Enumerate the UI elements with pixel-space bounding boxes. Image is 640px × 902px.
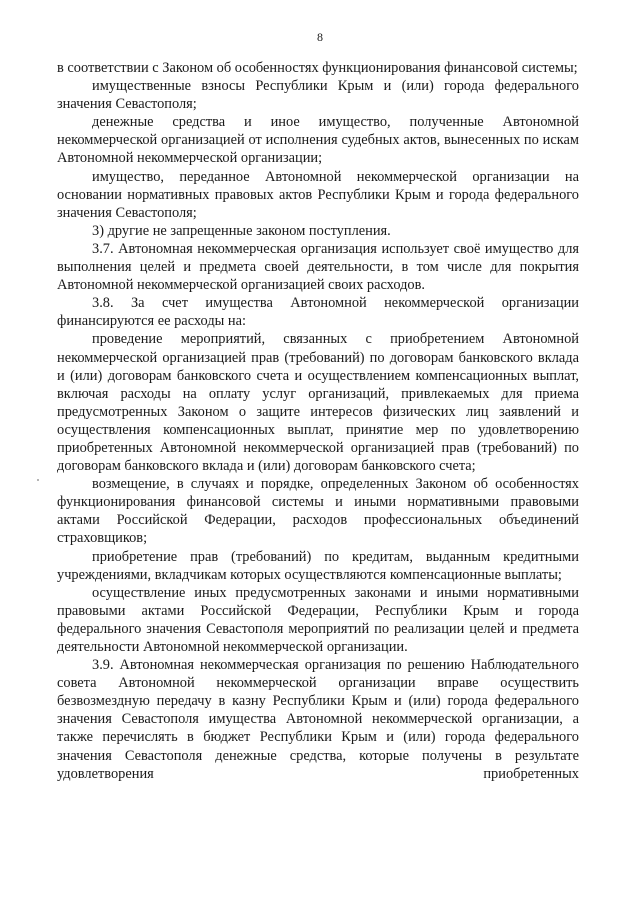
paragraph-other-activities: осуществление иных предусмотренных законами и иными нормативными правовыми актами Российской Федерации, Республики Крым и города федерального значения Севастополя мероприятий по реализации целей и предмета деятельности Автономной некоммерческой организации. — [57, 584, 579, 655]
paragraph-reimbursement: возмещение, в случаях и порядке, определенных Законом об особенностях функционирования финансовой системы и иными нормативными правовыми актами Российской Федерации, расходов профессиональных объединений страховщиков; — [57, 476, 579, 547]
clause-3-8: 3.8. За счет имущества Автономной некоммерческой организации финансируются ее расходы на: — [57, 295, 579, 330]
paragraph-events-expenses: проведение мероприятий, связанных с приобретением Автономной некоммерческой организацией прав (требований) по договорам банковского вклада и (или) договорам банковского счета и осуществлением компенсационных выплат, включая расходы на оплату услуг организаций, привлекаемых для приема предусмотренных Законом о защите интересов физических лиц заявлений и осуществления компенсационных выплат, принятие мер по удовлетворению приобретенных Автономной некоммерческой организацией прав (требований) по договорам банковского вклада и (или) договорам банковского счета; — [57, 331, 579, 475]
document-body — [57, 59, 579, 783]
paragraph-court-funds: денежные средства и иное имущество, полученные Автономной некоммерческой организацией от исполнения судебных актов, вынесенных по искам Автономной некоммерческой организации; — [57, 114, 579, 167]
paragraph-continuation: в соответствии с Законом об особенностях функционирования финансовой системы; — [57, 60, 578, 76]
paragraph-acquisition-of-rights: приобретение прав (требований) по кредитам, выданным кредитными учреждениями, вкладчикам которых осуществляются компенсационные выплаты; — [57, 548, 579, 583]
paragraph-transferred-property: имущество, переданное Автономной некоммерческой организации на основании нормативных правовых актов Республики Крым и города федерального значения Севастополя; — [57, 168, 579, 221]
paragraph-property-contributions: имущественные взносы Республики Крым и (или) города федерального значения Севастополя; — [57, 78, 579, 113]
clause-3-9: 3.9. Автономная некоммерческая организация по решению Наблюдательного совета Автономной некоммерческой организации вправе осуществить безвозмездную передачу в казну Республики Крым и (или) города федерального значения Севастополя имущества Автономной некоммерческой организации, а также перечислять в бюджет Республики Крым и (или) города федерального значения Севастополя денежные средства, которые получены в результате удовлетворения приобретенных — [57, 657, 579, 782]
paragraph-other-receipts: 3) другие не запрещенные законом поступления. — [92, 222, 391, 239]
page-number: 8 — [317, 30, 323, 44]
clause-3-7: 3.7. Автономная некоммерческая организация использует своё имущество для выполнения целей и предмета своей деятельности, в том числе для покрытия Автономной некоммерческой организацией своих расходов. — [57, 240, 579, 294]
scan-artifact — [37, 479, 39, 481]
